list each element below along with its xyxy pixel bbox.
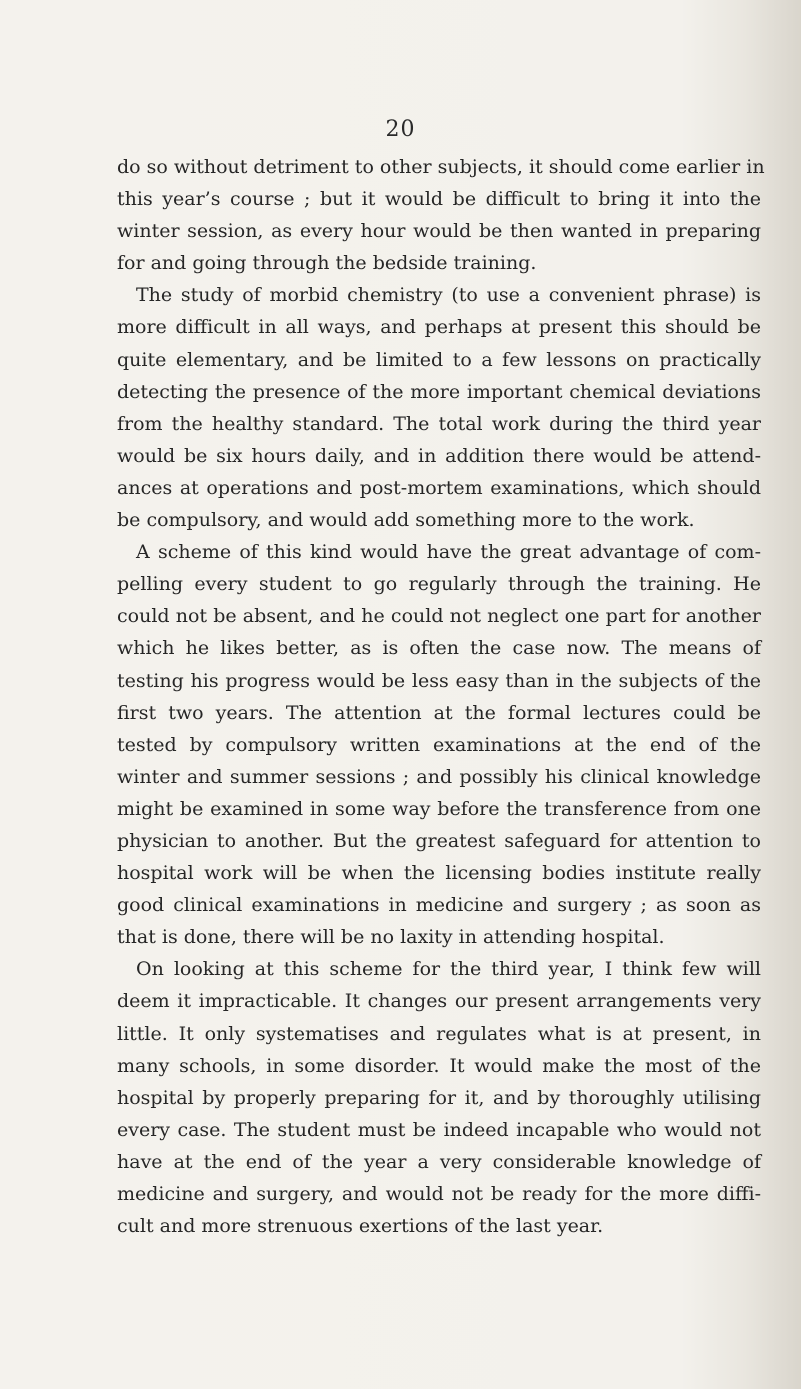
text-line: do so without detriment to other subjects, it should come earlier in — [117, 156, 765, 178]
text-line: medicine and surgery, and would not be ready for the more diffi- — [117, 1183, 761, 1205]
text-line: hospital work will be when the licensing bodies institute really — [117, 862, 761, 885]
text-line: On looking at this scheme for the third year, I think few will — [136, 958, 761, 981]
text-line: that is done, there will be no laxity in attending hospital. — [117, 926, 665, 949]
body-text — [117, 151, 765, 1242]
text-line: many schools, in some disorder. It would make the most of the — [117, 1054, 761, 1077]
text-line: hospital by properly preparing for it, and by thoroughly utilising — [117, 1086, 761, 1109]
text-line: The study of morbid chemistry (to use a convenient phrase) is — [136, 284, 761, 307]
text-line: physician to another. But the greatest safeguard for attention to — [117, 829, 761, 852]
text-line: from the healthy standard. The total work during the third year — [117, 412, 761, 435]
text-line: have at the end of the year a very considerable knowledge of — [117, 1150, 761, 1173]
text-line: could not be absent, and he could not neglect one part for another — [117, 605, 761, 628]
page-number: 20 — [385, 117, 416, 142]
text-line: cult and more strenuous exertions of the last year. — [117, 1215, 604, 1238]
text-line: detecting the presence of the more important chemical deviations — [117, 380, 761, 403]
text-line: winter session, as every hour would be then wanted in preparing — [117, 220, 761, 243]
text-line: testing his progress would be less easy than in the subjects of the — [117, 669, 761, 692]
text-line: good clinical examinations in medicine and surgery ; as soon as — [117, 894, 761, 917]
text-line: which he likes better, as is often the case now. The means of — [117, 637, 761, 660]
text-line: quite elementary, and be limited to a few lessons on practically — [117, 348, 761, 371]
text-line: tested by compulsory written examinations at the end of the — [117, 733, 761, 756]
text-line: for and going through the bedside training. — [117, 252, 537, 275]
text-line: this year’s course ; but it would be difficult to bring it into the — [117, 188, 761, 211]
text-line: pelling every student to go regularly through the training. He — [117, 573, 761, 596]
text-line: deem it impracticable. It changes our present arrangements very — [117, 990, 761, 1013]
text-line: first two years. The attention at the formal lectures could be — [117, 701, 761, 724]
text-line: winter and summer sessions ; and possibly his clinical knowledge — [117, 765, 761, 788]
text-line: ances at operations and post-mortem examinations, which should — [117, 476, 761, 499]
text-line: would be six hours daily, and in addition there would be attend- — [117, 444, 761, 467]
text-line: A scheme of this kind would have the great advantage of com- — [136, 541, 761, 564]
text-line: little. It only systematises and regulates what is at present, in — [117, 1022, 761, 1045]
text-line: more difficult in all ways, and perhaps at present this should be — [117, 316, 761, 339]
text-line: be compulsory, and would add something more to the work. — [117, 509, 695, 532]
text-line: might be examined in some way before the transference from one — [117, 797, 761, 820]
text-line: every case. The student must be indeed incapable who would not — [117, 1118, 761, 1141]
